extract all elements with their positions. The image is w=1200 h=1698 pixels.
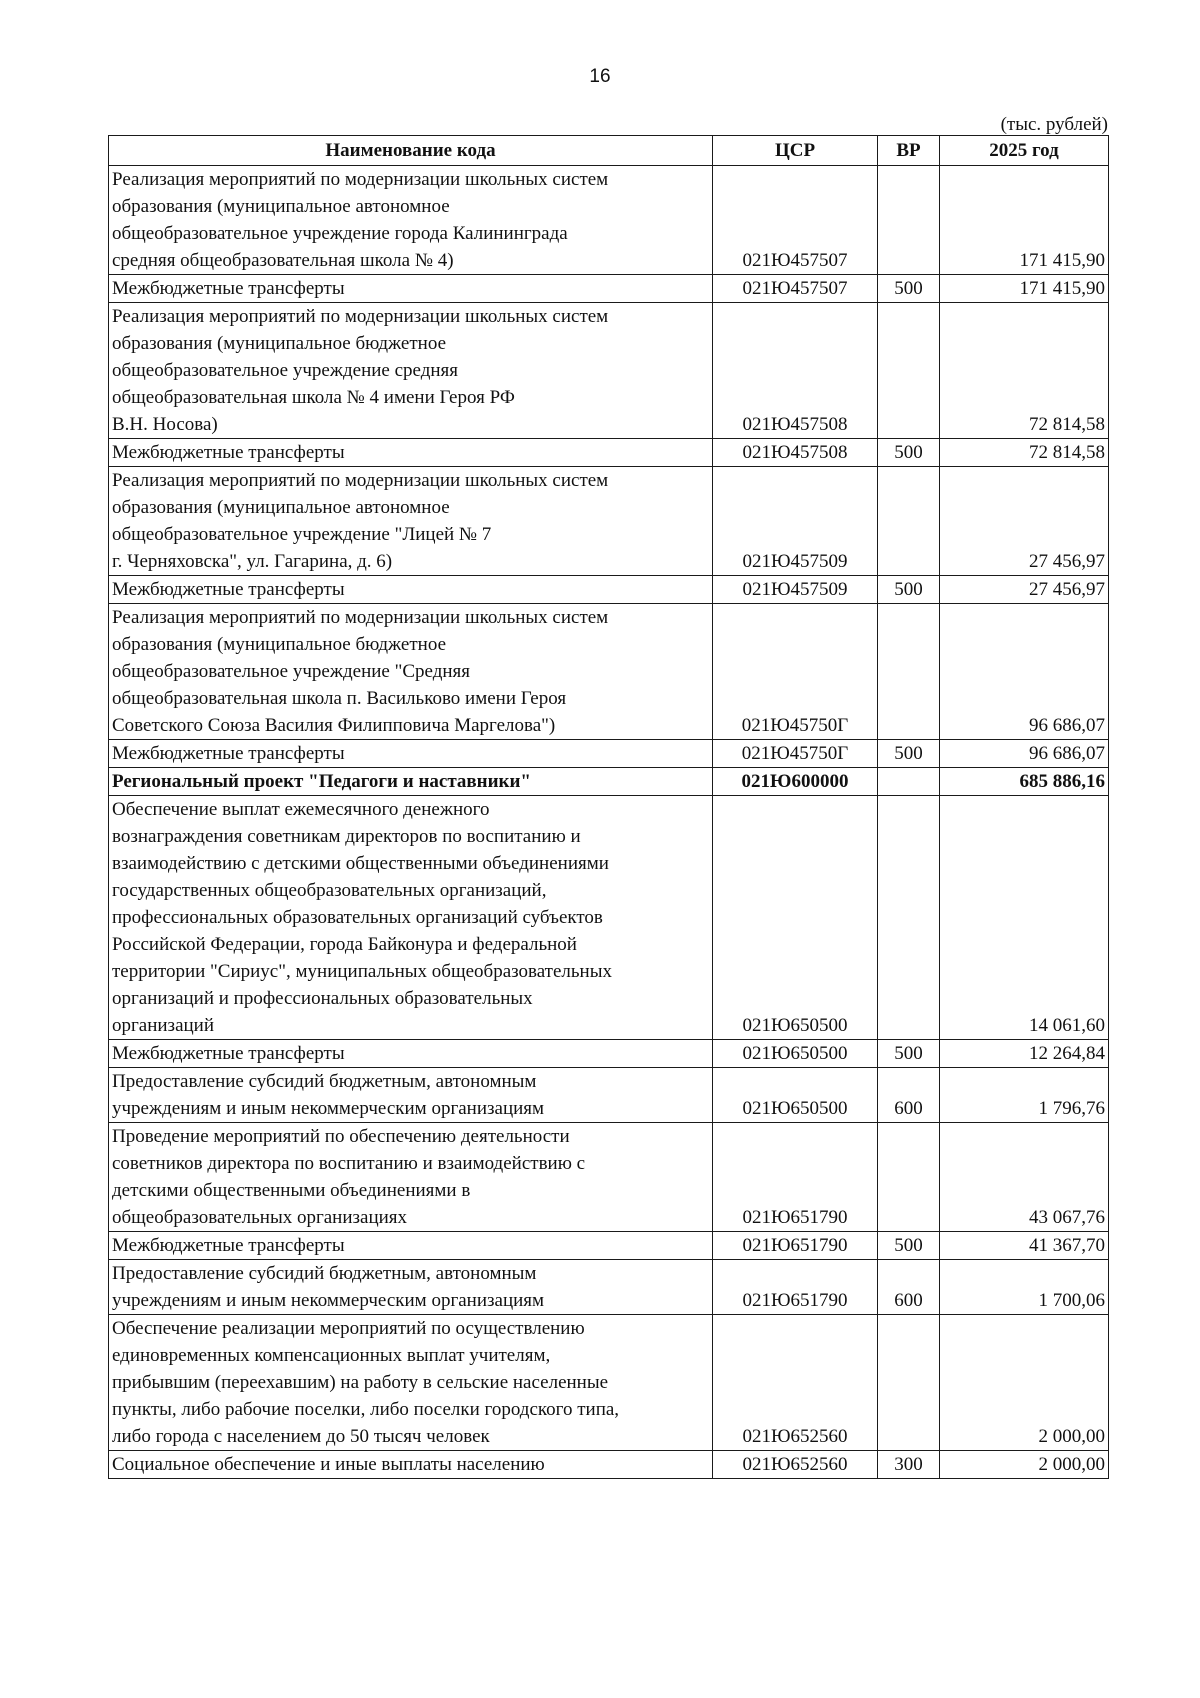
row-csr-cell: 021Ю650500 [713,1040,878,1068]
table-row [109,1232,1109,1260]
row-vr-cell: 600 [878,1260,940,1315]
row-amount-cell: 1 700,06 [940,1260,1109,1315]
row-vr-cell: 500 [878,740,940,768]
page-number: 16 [589,66,611,87]
row-vr-cell: 600 [878,1068,940,1123]
table-header-row [109,136,1109,166]
units-label: (тыс. рублей) [1000,114,1108,135]
row-amount-cell: 685 886,16 [940,768,1109,796]
header-amount: 2025 год [940,136,1109,166]
row-name-cell: Реализация мероприятий по модернизации школьных систем образования (муниципальное автономное общеобразовательное учреждение "Лицей № 7 г. Черняховска", ул. Гагарина, д. 6) [109,467,713,576]
row-amount-cell: 14 061,60 [940,796,1109,1040]
row-amount-cell: 2 000,00 [940,1315,1109,1451]
row-name-cell: Реализация мероприятий по модернизации школьных систем образования (муниципальное бюджетное общеобразовательное учреждение "Средняя общеобразовательная школа п. Васильково имени Героя Советского Союза Василия Филипповича Маргелова") [109,604,713,740]
row-csr-cell: 021Ю600000 [713,768,878,796]
row-name-cell: Межбюджетные трансферты [109,1232,713,1260]
row-amount-cell: 2 000,00 [940,1451,1109,1479]
row-csr-cell: 021Ю650500 [713,796,878,1040]
row-vr-cell: 500 [878,1040,940,1068]
table-row [109,1040,1109,1068]
row-name-cell: Предоставление субсидий бюджетным, автономным учреждениям и иным некоммерческим организациям [109,1068,713,1123]
row-name-cell: Межбюджетные трансферты [109,740,713,768]
row-name-cell: Межбюджетные трансферты [109,576,713,604]
row-amount-cell: 12 264,84 [940,1040,1109,1068]
table-row [109,303,1109,439]
table-row [109,768,1109,796]
table-row [109,1123,1109,1232]
row-amount-cell: 96 686,07 [940,740,1109,768]
row-name-cell: Обеспечение выплат ежемесячного денежного вознаграждения советникам директоров по воспитанию и взаимодействию с детскими общественными объединениями государственных общеобразовательных организаций, профессиональных образовательных организаций субъектов Российской Федерации, города Байконура и федеральной территории "Сириус", муниципальных общеобразовательных организаций и профессиональных образовательных организаций [109,796,713,1040]
row-csr-cell: 021Ю45750Г [713,604,878,740]
row-name-cell: Региональный проект "Педагоги и наставники" [109,768,713,796]
row-csr-cell: 021Ю650500 [713,1068,878,1123]
budget-table [108,135,1109,1479]
table-row [109,1451,1109,1479]
table-row [109,740,1109,768]
table-row [109,467,1109,576]
row-csr-cell: 021Ю651790 [713,1260,878,1315]
row-amount-cell: 96 686,07 [940,604,1109,740]
row-name-cell: Социальное обеспечение и иные выплаты населению [109,1451,713,1479]
row-amount-cell: 43 067,76 [940,1123,1109,1232]
row-amount-cell: 41 367,70 [940,1232,1109,1260]
table-row [109,576,1109,604]
row-vr-cell [878,604,940,740]
row-vr-cell [878,1315,940,1451]
row-vr-cell [878,1123,940,1232]
row-csr-cell: 021Ю45750Г [713,740,878,768]
row-name-cell: Межбюджетные трансферты [109,275,713,303]
row-amount-cell: 72 814,58 [940,303,1109,439]
row-amount-cell: 72 814,58 [940,439,1109,467]
row-csr-cell: 021Ю457508 [713,303,878,439]
table-row [109,604,1109,740]
row-name-cell: Межбюджетные трансферты [109,439,713,467]
row-vr-cell [878,768,940,796]
table-row [109,1315,1109,1451]
row-vr-cell: 500 [878,439,940,467]
row-csr-cell: 021Ю457508 [713,439,878,467]
row-csr-cell: 021Ю652560 [713,1451,878,1479]
row-vr-cell: 500 [878,1232,940,1260]
table-body [109,166,1109,1479]
row-name-cell: Межбюджетные трансферты [109,1040,713,1068]
row-csr-cell: 021Ю651790 [713,1232,878,1260]
row-name-cell: Реализация мероприятий по модернизации школьных систем образования (муниципальное автономное общеобразовательное учреждение города Калининграда средняя общеобразовательная школа № 4) [109,166,713,275]
row-name-cell: Реализация мероприятий по модернизации школьных систем образования (муниципальное бюджетное общеобразовательное учреждение средняя общеобразовательная школа № 4 имени Героя РФ В.Н. Носова) [109,303,713,439]
row-amount-cell: 27 456,97 [940,576,1109,604]
row-amount-cell: 27 456,97 [940,467,1109,576]
row-name-cell: Обеспечение реализации мероприятий по осуществлению единовременных компенсационных выплат учителям, прибывшим (переехавшим) на работу в сельские населенные пункты, либо рабочие поселки, либо поселки городского типа, либо города с населением до 50 тысяч человек [109,1315,713,1451]
row-amount-cell: 171 415,90 [940,275,1109,303]
row-vr-cell: 500 [878,275,940,303]
table-row [109,166,1109,275]
row-csr-cell: 021Ю457509 [713,467,878,576]
header-name: Наименование кода [109,136,713,166]
row-csr-cell: 021Ю457507 [713,166,878,275]
row-name-cell: Проведение мероприятий по обеспечению деятельности советников директора по воспитанию и взаимодействию с детскими общественными объединениями в общеобразовательных организациях [109,1123,713,1232]
row-vr-cell [878,166,940,275]
table-row [109,796,1109,1040]
header-vr: ВР [878,136,940,166]
row-amount-cell: 1 796,76 [940,1068,1109,1123]
row-vr-cell [878,467,940,576]
row-name-cell: Предоставление субсидий бюджетным, автономным учреждениям и иным некоммерческим организациям [109,1260,713,1315]
row-vr-cell [878,796,940,1040]
row-csr-cell: 021Ю651790 [713,1123,878,1232]
header-csr: ЦСР [713,136,878,166]
row-vr-cell: 300 [878,1451,940,1479]
table-row [109,1068,1109,1123]
row-vr-cell [878,303,940,439]
row-csr-cell: 021Ю457509 [713,576,878,604]
table-row [109,439,1109,467]
row-csr-cell: 021Ю652560 [713,1315,878,1451]
row-csr-cell: 021Ю457507 [713,275,878,303]
row-amount-cell: 171 415,90 [940,166,1109,275]
table-row [109,275,1109,303]
table-row [109,1260,1109,1315]
row-vr-cell: 500 [878,576,940,604]
